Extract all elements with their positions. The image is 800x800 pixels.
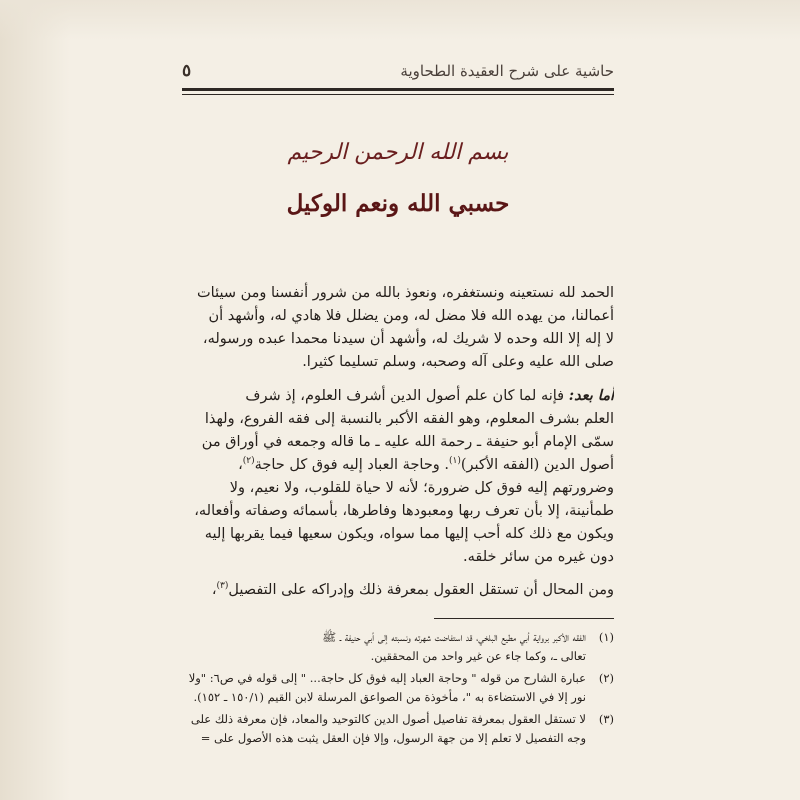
footnote-separator xyxy=(434,618,614,619)
footnote-line: لا تستقل العقول بمعرفة تفاصيل أصول الدين كالتوحيد والمعاد، فإن معرفة ذلك على xyxy=(190,712,586,726)
paragraph-intellect xyxy=(184,579,614,602)
running-header xyxy=(182,56,614,86)
footnote-body xyxy=(184,710,586,748)
footnote-line: وجه التفصيل لا تعلم إلا من جهة الرسول، وإلا فإن العقل يثبت هذه الأصول على = xyxy=(200,731,586,745)
text-run: . وحاجة العباد إليه فوق كل حاجة xyxy=(254,457,450,473)
text-line: ويكون مع ذلك كله أحب إليها مما سواه، ويكون سعيها فيما يقربها إليه xyxy=(204,526,614,542)
running-title: حاشية على شرح العقيدة الطحاوية xyxy=(400,62,614,80)
opening-heading: حسبي الله ونعم الوكيل xyxy=(286,190,510,217)
footnote-body xyxy=(184,628,586,666)
paragraph-intro xyxy=(184,384,614,569)
footnote-body xyxy=(184,669,586,707)
footnote-1 xyxy=(184,628,614,666)
header-rule-thin xyxy=(182,94,614,95)
text-run: ، xyxy=(238,457,243,473)
text-line: سمّى الإمام أبو حنيفة ـ رحمة الله عليه ـ ما قاله وجمعه في أوراق من xyxy=(201,434,614,450)
footnotes xyxy=(184,628,614,751)
footnote-3 xyxy=(184,710,614,748)
text-line: لا إله إلا الله وحده لا شريك له، وأشهد أن سيدنا محمدا عبده ورسوله، xyxy=(202,331,614,347)
text-line: الحمد لله نستعينه ونستغفره، ونعوذ بالله من شرور أنفسنا ومن سيئات xyxy=(197,285,614,301)
footnote-line: تعالى ـ، وكما جاء عن غير واحد من المحققين. xyxy=(370,649,586,663)
text-line: وضرورتهم إليه فوق كل ضرورة؛ لأنه لا حياة للقلوب، ولا نعيم، ولا xyxy=(229,480,614,496)
text-line: دون غيره من سائر خلقه. xyxy=(463,549,614,565)
text-run: فإنه لما كان علم أصول الدين أشرف العلوم، إذ شرف xyxy=(245,388,569,404)
text-line xyxy=(184,384,614,408)
text-line xyxy=(184,579,614,602)
text-run: ، xyxy=(211,582,217,598)
page-gutter-shadow xyxy=(0,0,70,800)
footnote-line: الفقه الأكبر برواية أبي مطيع البلخي، قد استفاضت شهرته ونسبته إلى أبي حنيفة ـ ﷺ xyxy=(322,630,586,644)
main-text xyxy=(184,282,614,602)
text-line: العلم بشرف المعلوم، وهو الفقه الأكبر بالنسبة إلى فقه الفروع، ولهذا xyxy=(204,411,614,427)
text-run: ومن المحال أن تستقل العقول بمعرفة ذلك وإدراكه على التفصيل xyxy=(228,582,614,598)
paragraph-praise xyxy=(184,282,614,374)
text-line: أعمالنا، من يهده الله فلا مضل له، ومن يضلل فلا هادي له، وأشهد أن xyxy=(208,308,614,324)
basmala-calligraphy: بسم الله الرحمن الرحيم xyxy=(287,140,509,165)
footnote-number: (٣) xyxy=(598,712,614,726)
footnote-ref-1[interactable]: (١) xyxy=(449,456,461,467)
text-line xyxy=(184,454,614,477)
text-line: طمأنينة، إلا بأن تعرف ربها ومعبودها وفاطرها، بأسمائه وصفاته وأفعاله، xyxy=(194,503,614,519)
page-top-shadow xyxy=(0,0,800,40)
text-line: صلى الله عليه وعلى آله وصحبه، وسلم تسليما كثيرا. xyxy=(302,354,614,370)
header-rule-thick xyxy=(182,88,614,91)
footnote-number: (١) xyxy=(598,630,614,644)
footnote-ref-2[interactable]: (٢) xyxy=(242,456,255,467)
page-number: ٥ xyxy=(182,61,192,81)
footnote-line: نور إلا في الاستضاءة به "، مأخوذة من الصواعق المرسلة لابن القيم (١٥٠/١ ـ ١٥٢). xyxy=(193,690,586,704)
footnote-ref-3[interactable]: (٣) xyxy=(216,581,229,592)
footnote-line: عبارة الشارح من قوله " وحاجة العباد إليه فوق كل حاجة... " إلى قوله في ص٦: "ولا xyxy=(188,671,586,685)
footnote-number: (٢) xyxy=(598,671,614,685)
lead-phrase: أما بعد: xyxy=(568,387,614,404)
footnote-2 xyxy=(184,669,614,707)
text-run: أصول الدين (الفقه الأكبر) xyxy=(460,457,614,473)
